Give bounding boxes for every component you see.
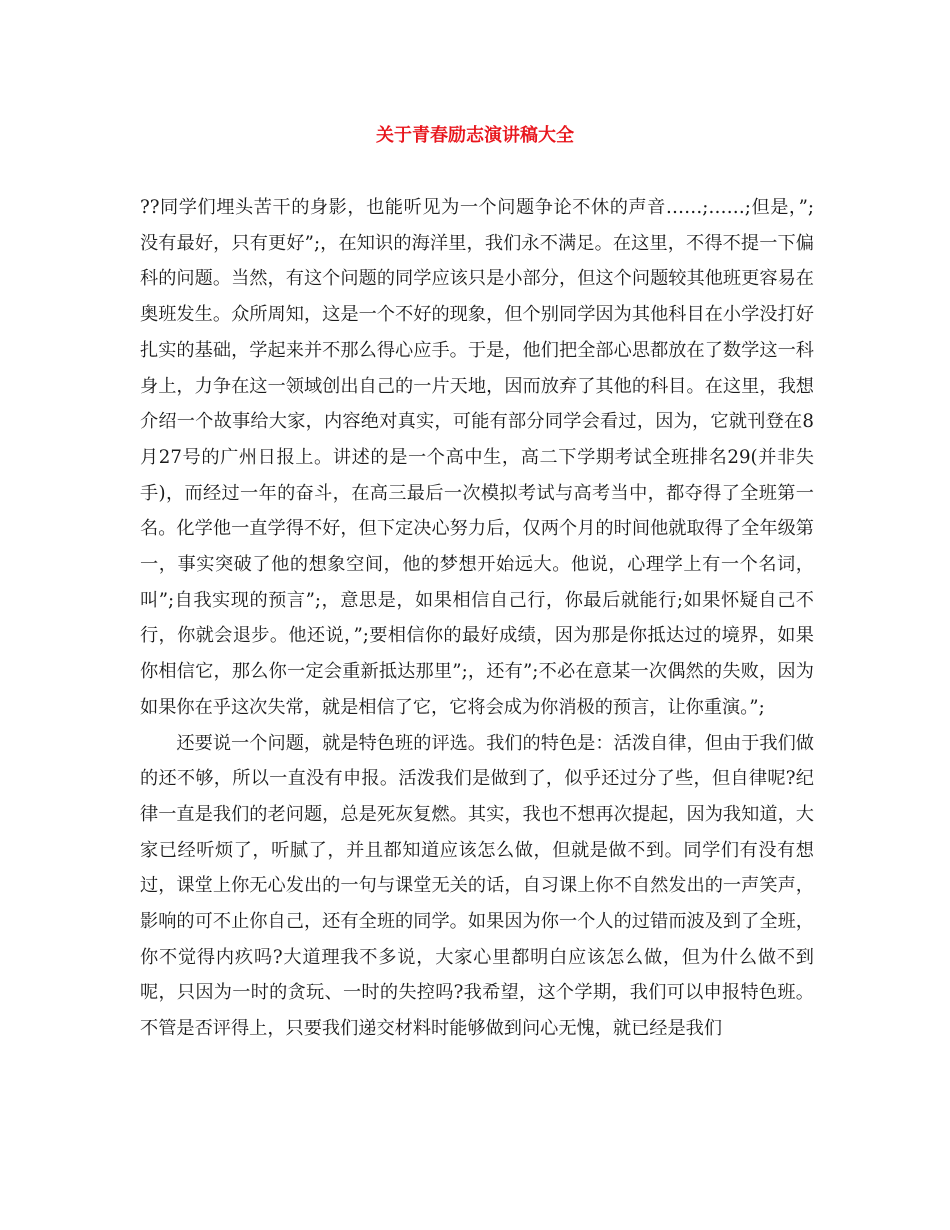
body-paragraph: ??同学们埋头苦干的身影，也能听见为一个问题争论不休的声音……;……;但是，”;没有最好，只有更好”;，在知识的海洋里，我们永不满足。在这里，不得不提一下偏科的问题。当然，有这个问题的同学应该只是小部分，但这个问题较其他班更容易在奥班发生。众所周知，这是一个不好的现象，但个别同学因为其他科目在小学没打好扎实的基础，学起来并不那么得心应手。于是，他们把全部心思都放在了数学这一科身上，力争在这一领域创出自己的一片天地，因而放弃了其他的科目。在这里，我想介绍一个故事给大家，内容绝对真实，可能有部分同学会看过，因为，它就刊登在8月27号的广州日报上。讲述的是一个高中生，高二下学期考试全班排名29(并非失手)，而经过一年的奋斗，在高三最后一次模拟考试与高考当中，都夺得了全班第一名。化学他一直学得不好，但下定决心努力后，仅两个月的时间他就取得了全年级第一，事实突破了他的想象空间，他的梦想开始远大。他说，心理学上有一个名词，叫”;自我实现的预言”;，意思是，如果相信自己行，你最后就能行;如果怀疑自己不行，你就会退步。他还说，”;要相信你的最好成绩，因为那是你抵达过的境界，如果你相信它，那么你一定会重新抵达那里”;，还有”;不必在意某一次偶然的失败，因为如果你在乎这次失常，就是相信了它，它将会成为你消极的预言，让你重演。”;	[140, 197, 814, 718]
body-paragraph: 还要说一个问题，就是特色班的评选。我们的特色是：活泼自律，但由于我们做的还不够，所以一直没有申报。活泼我们是做到了，似乎还过分了些，但自律呢?纪律一直是我们的老问题，总是死灰复燃。其实，我也不想再次提起，因为我知道，大家已经听烦了，听腻了，并且都知道应该怎么做，但就是做不到。同学们有没有想过，课堂上你无心发出的一句与课堂无关的话，自习课上你不自然发出的一声笑声，影响的可不止你自己，还有全班的同学。如果因为你一个人的过错而波及到了全班，你不觉得内疚吗?大道理我不多说，大家心里都明白应该怎么做，但为什么做不到呢，只因为一时的贪玩、一时的失控吗?我希望，这个学期，我们可以申报特色班。不管是否评得上，只要我们递交材料时能够做到问心无愧，就已经是我们	[140, 732, 814, 1040]
document-title: 关于青春励志演讲稿大全	[376, 125, 574, 146]
document-body	[140, 190, 814, 1047]
